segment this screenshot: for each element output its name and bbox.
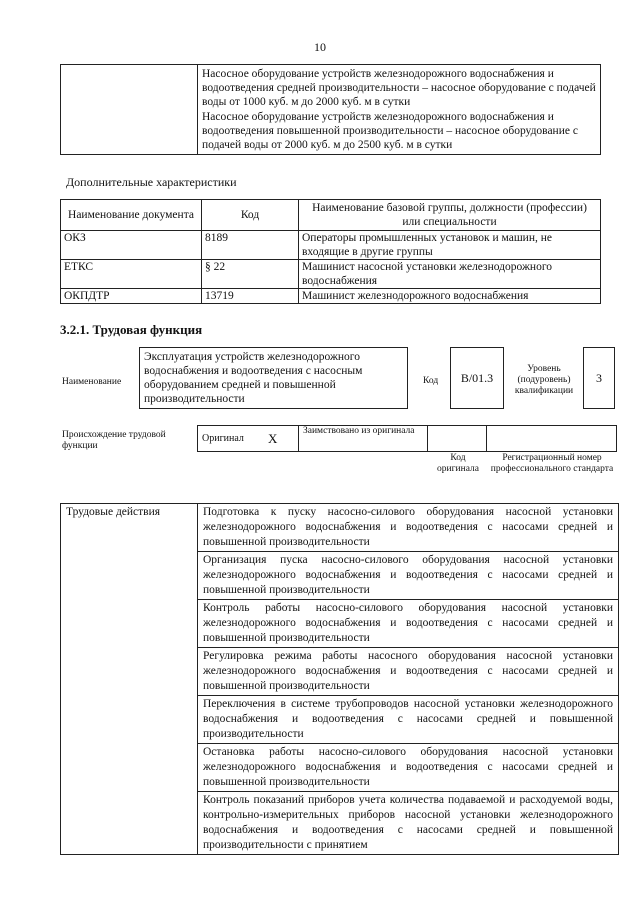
additional-table (60, 199, 601, 304)
origin-reg-caption: Регистрационный номер профессионального стандарта (490, 453, 614, 474)
level-label: Уровень (подуровень) квалификации (514, 364, 574, 396)
origin-code-caption: Код оригинала (437, 453, 479, 474)
top-table-empty-cell (61, 65, 198, 155)
table-row (61, 289, 601, 304)
row-code: § 22 (202, 260, 299, 289)
top-table (60, 64, 601, 155)
origin-original-mark: Х (264, 426, 299, 452)
table-row (61, 260, 601, 289)
origin-borrowed-label: Заимствовано из оригинала (299, 426, 428, 452)
row-doc: ЕТКС (61, 260, 202, 289)
origin-table (197, 425, 617, 452)
origin-original-label: Оригинал (198, 426, 265, 452)
origin-code-cell (428, 426, 487, 452)
top-table-text-cell (198, 65, 601, 155)
top-table-text-1: Насосное оборудование устройств железнодорожного водоснабжения и водоотведения средней производительности – насосное оборудование с подачей воды от 1000 куб. м до 2000 куб. м в сутки (202, 68, 596, 109)
function-code: В/01.3 (460, 370, 494, 385)
level-value: 3 (596, 370, 602, 385)
level-box (583, 347, 615, 409)
code-label: Код (423, 376, 439, 386)
labor-table (60, 503, 619, 855)
header-doc: Наименование документа (61, 200, 202, 231)
function-name-box (139, 347, 408, 409)
header-code: Код (202, 200, 299, 231)
row-name: Машинист железнодорожного водоснабжения (299, 289, 601, 304)
row-doc: ОКПДТР (61, 289, 202, 304)
section-title: 3.2.1. Трудовая функция (60, 322, 203, 337)
name-label: Наименование (62, 377, 122, 387)
labor-action: Организация пуска насосно-силового оборудования насосной установки железнодорожного водоснабжения и водоотведения с насосами средней и повышенной производительности (198, 552, 619, 600)
header-name: Наименование базовой группы, должности (профессии) или специальности (299, 200, 601, 231)
row-code: 13719 (202, 289, 299, 304)
top-table-text-2: Насосное оборудование устройств железнодорожного водоснабжения и водоотведения повышенной производительности – насосное оборудование с подачей воды от 2000 куб. м до 2500 куб. м в сутки (202, 110, 578, 152)
additional-header-row (61, 200, 601, 231)
code-box (450, 347, 504, 409)
row-code: 8189 (202, 231, 299, 260)
page-number: 10 (314, 40, 326, 54)
function-name: Эксплуатация устройств железнодорожного водоснабжения и водоотведения с насосным оборудованием средней и повышенной производительности (144, 351, 363, 405)
labor-action: Контроль показаний приборов учета количества подаваемой и расходуемой воды, контрольно-измерительных приборов насосной установки железнодорожного водоснабжения и водоотведения с насосами средней и повышенной производительности с принятием (198, 792, 619, 855)
row-name: Операторы промышленных установок и машин, не входящие в другие группы (299, 231, 601, 260)
origin-reg-cell (487, 426, 617, 452)
additional-title: Дополнительные характеристики (66, 175, 237, 189)
labor-action: Переключения в системе трубопроводов насосной установки железнодорожного водоснабжения и водоотведения с насосами средней и повышенной производительности (198, 696, 619, 744)
labor-label: Трудовые действия (61, 504, 198, 855)
labor-action: Контроль работы насосно-силового оборудования насосной установки железнодорожного водоснабжения и водоотведения с насосами средней и повышенной производительности (198, 600, 619, 648)
labor-action: Остановка работы насосно-силового оборудования насосной установки железнодорожного водоснабжения и водоотведения с насосами средней и повышенной производительности (198, 744, 619, 792)
table-row (61, 231, 601, 260)
labor-action: Подготовка к пуску насосно-силового оборудования насосной установки железнодорожного водоснабжения и водоотведения с насосами средней и повышенной производительности (198, 504, 619, 552)
row-name: Машинист насосной установки железнодорожного водоснабжения (299, 260, 601, 289)
row-doc: ОКЗ (61, 231, 202, 260)
table-row (61, 504, 619, 552)
origin-label: Происхождение трудовой функции (62, 430, 166, 451)
labor-action: Регулировка режима работы насосного оборудования насосной установки железнодорожного водоснабжения и водоотведения с насосами средней и повышенной производительности (198, 648, 619, 696)
